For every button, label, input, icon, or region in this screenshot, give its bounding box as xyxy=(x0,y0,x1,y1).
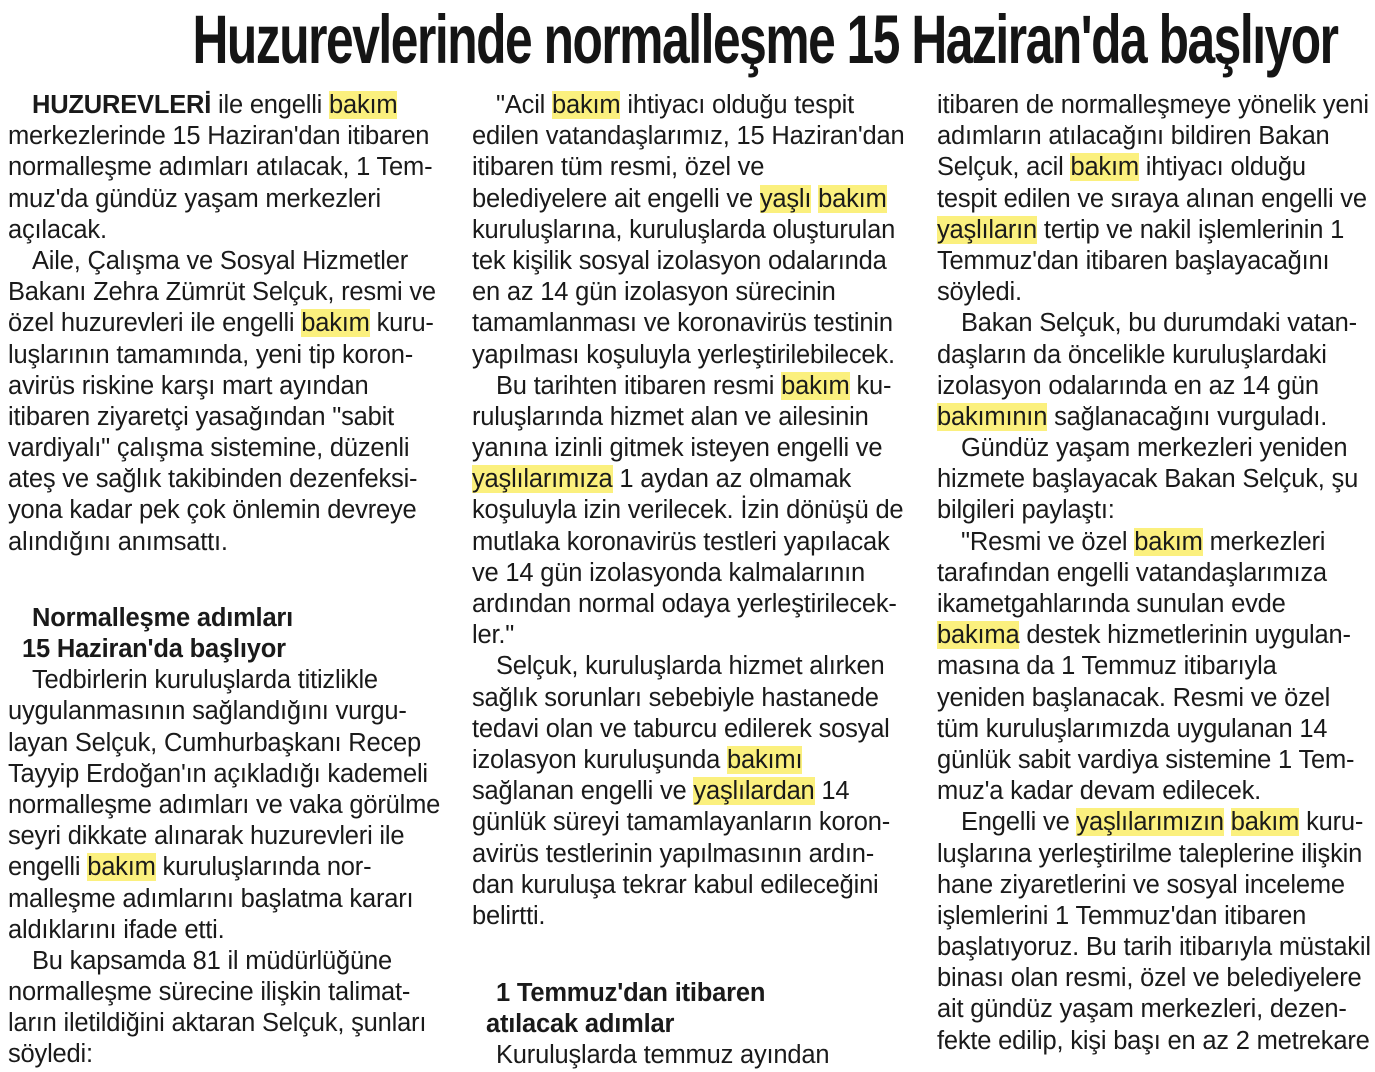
text-span: başlatıyoruz. Bu tarih itibarıyla müstakil xyxy=(937,933,1371,962)
highlighted-word: yaşlıların xyxy=(937,215,1038,244)
text-line xyxy=(8,1008,448,1039)
text-span: Engelli ve xyxy=(961,808,1077,837)
text-line xyxy=(937,994,1371,1025)
text-span: tek kişilik sosyal izolasyon odalarında xyxy=(472,246,887,275)
text-span: itibaren tüm resmi, özel ve xyxy=(472,153,765,182)
text-span: işlemlerini 1 Temmuz'dan itibaren xyxy=(937,901,1307,930)
article-column-2 xyxy=(472,90,912,1072)
text-line xyxy=(937,277,1371,308)
text-span: ların iletildiğini aktaran Selçuk, şunları xyxy=(8,1009,427,1038)
text-line xyxy=(472,1040,912,1071)
text-line xyxy=(472,901,912,932)
text-span: muz'a kadar devam edilecek. xyxy=(937,777,1262,806)
text-span: daşların da öncelikle kuruluşlardaki xyxy=(937,340,1327,369)
text-line xyxy=(937,1026,1371,1057)
text-span: luşlarına yerleştirilme taleplerine ilişkin xyxy=(937,839,1363,868)
text-span: aldıklarını ifade etti. xyxy=(8,915,225,944)
text-span: özel huzurevleri ile engelli xyxy=(8,309,302,338)
subheading xyxy=(8,634,448,665)
text-span: açılacak. xyxy=(8,215,107,244)
text-line xyxy=(937,870,1371,901)
text-span: kuru- xyxy=(369,309,434,338)
highlighted-word: yaşlılardan xyxy=(693,777,815,806)
text-span: ile engelli xyxy=(211,91,330,119)
text-line xyxy=(472,277,912,308)
article-column-1 xyxy=(8,90,448,1071)
highlighted-word: bakım xyxy=(781,371,850,400)
text-span: 14 xyxy=(814,777,850,806)
text-span: Aile, Çalışma ve Sosyal Hizmetler xyxy=(32,246,409,275)
text-span: söyledi. xyxy=(937,278,1022,307)
text-span: günlük sabit vardiya sistemine 1 Tem- xyxy=(937,745,1355,774)
text-span: izolasyon kuruluşunda xyxy=(472,745,728,774)
text-span: 1 aydan az olmamak xyxy=(612,465,852,494)
text-line xyxy=(8,759,448,790)
text-line xyxy=(937,683,1371,714)
text-span: ait gündüz yaşam merkezleri, dezen- xyxy=(937,995,1347,1024)
text-span: muz'da gündüz yaşam merkezleri xyxy=(8,184,382,213)
text-line xyxy=(8,90,448,121)
text-span: yapılması koşuluyla yerleştirilebilecek. xyxy=(472,340,895,369)
text-span: Temmuz'dan itibaren başlayacağını xyxy=(937,246,1330,275)
text-span: engelli xyxy=(8,853,88,882)
text-line xyxy=(937,776,1371,807)
text-span: tarafından engelli vatandaşlarımıza xyxy=(937,558,1327,587)
text-line xyxy=(8,464,448,495)
text-span: Bakan Selçuk, bu durumdaki vatan- xyxy=(961,309,1357,338)
text-line xyxy=(937,963,1371,994)
text-span: Bu tarihten itibaren resmi xyxy=(496,371,782,400)
text-line xyxy=(472,495,912,526)
text-line xyxy=(8,665,448,696)
text-span: binası olan resmi, özel ve belediyelere xyxy=(937,964,1362,993)
text-line xyxy=(8,215,448,246)
highlighted-word: bakımının xyxy=(937,402,1048,431)
text-line xyxy=(937,932,1371,963)
highlighted-word: bakım xyxy=(552,91,621,119)
text-span: Selçuk, acil xyxy=(937,153,1071,182)
text-line xyxy=(8,696,448,727)
text-line xyxy=(8,340,448,371)
text-span: mutlaka koronavirüs testleri yapılacak xyxy=(472,527,890,556)
text-line xyxy=(8,308,448,339)
text-span: günlük süreyi tamamlayanların koron- xyxy=(472,808,890,837)
article-column-3 xyxy=(937,90,1371,1057)
text-span: yona kadar pek çok önlemin devreye xyxy=(8,496,417,525)
lead-word: HUZUREVLERİ xyxy=(32,91,212,119)
text-line xyxy=(937,527,1371,558)
text-span: "Acil xyxy=(496,91,553,119)
text-line xyxy=(937,184,1371,215)
headline: Huzurevlerinde normalleşme 15 Haziran'da başlıyor xyxy=(192,1,1338,78)
text-span: ardından normal odaya yerleştirilecek- xyxy=(472,590,897,618)
text-span: tüm kuruluşlarımızda uygulanan 14 xyxy=(937,714,1328,743)
text-span: Kuruluşlarda temmuz ayından xyxy=(496,1041,830,1070)
text-line xyxy=(472,433,912,464)
text-line xyxy=(937,839,1371,870)
text-line xyxy=(472,620,912,651)
text-line xyxy=(8,852,448,883)
text-line xyxy=(8,433,448,464)
text-line xyxy=(8,821,448,852)
text-span: seyri dikkate alınarak huzurevleri ile xyxy=(8,822,405,851)
subheading xyxy=(472,978,912,1009)
text-span: izolasyon odalarında en az 14 gün xyxy=(937,371,1319,400)
subheading xyxy=(8,603,448,634)
text-line xyxy=(937,558,1371,589)
text-line xyxy=(472,246,912,277)
text-span: merkezleri xyxy=(1202,527,1326,556)
text-line xyxy=(472,527,912,558)
text-line xyxy=(937,589,1371,620)
text-line xyxy=(472,558,912,589)
text-line xyxy=(8,728,448,759)
text-line xyxy=(472,184,912,215)
text-span: Tayyip Erdoğan'ın açıkladığı kademeli xyxy=(8,759,428,788)
text-span: bilgileri paylaştı: xyxy=(937,496,1115,525)
text-span: masına da 1 Temmuz itibarıyla xyxy=(937,652,1277,681)
text-span: adımların atılacağını bildiren Bakan xyxy=(937,122,1330,151)
text-line xyxy=(937,340,1371,371)
text-span: layan Selçuk, Cumhurbaşkanı Recep xyxy=(8,728,421,757)
highlighted-word: bakım xyxy=(1134,527,1203,556)
text-span: en az 14 gün izolasyon sürecinin xyxy=(472,278,836,307)
text-span: ve 14 gün izolasyonda kalmalarının xyxy=(472,558,865,587)
text-span: tespit edilen ve sıraya alınan engelli ve xyxy=(937,184,1367,213)
text-line xyxy=(8,184,448,215)
text-span: sağlanacağını vurguladı. xyxy=(1047,402,1328,431)
highlighted-word: bakımı xyxy=(727,745,803,774)
text-line xyxy=(937,807,1371,838)
text-span: Normalleşme adımları xyxy=(32,603,294,632)
text-line xyxy=(472,870,912,901)
highlighted-word: yaşlı xyxy=(759,184,812,213)
text-span: itibaren ziyaretçi yasağından "sabit xyxy=(8,402,394,431)
text-line xyxy=(472,308,912,339)
text-span: normalleşme adımları atılacak, 1 Tem- xyxy=(8,153,433,182)
text-line xyxy=(8,1039,448,1070)
text-span: hane ziyaretlerini ve sosyal inceleme xyxy=(937,870,1345,899)
text-line xyxy=(472,402,912,433)
text-line xyxy=(472,215,912,246)
highlighted-word: bakım xyxy=(301,309,370,338)
text-line xyxy=(472,90,912,121)
text-span: 1 Temmuz'dan itibaren xyxy=(496,979,766,1008)
text-span: Bakanı Zehra Zümrüt Selçuk, resmi ve xyxy=(8,278,436,307)
text-span: dan kuruluşa tekrar kabul edileceğini xyxy=(472,870,879,899)
highlighted-word: bakım xyxy=(1230,808,1300,837)
text-span: avirüs testlerinin yapılmasının ardın- xyxy=(472,839,874,868)
text-span: malleşme adımlarını başlatma kararı xyxy=(8,884,414,913)
text-span: itibaren de normalleşmeye yönelik yeni xyxy=(937,91,1369,119)
text-line xyxy=(937,433,1371,464)
text-line xyxy=(937,495,1371,526)
text-span: hizmete başlayacak Bakan Selçuk, şu xyxy=(937,465,1359,494)
text-span: ikametgahlarında sunulan evde xyxy=(937,590,1286,618)
text-span: tamamlanması ve koronavirüs testinin xyxy=(472,309,893,338)
text-line xyxy=(472,807,912,838)
text-line xyxy=(937,152,1371,183)
text-line xyxy=(937,246,1371,277)
highlighted-word: bakım xyxy=(818,184,887,213)
text-line xyxy=(937,651,1371,682)
text-line xyxy=(937,620,1371,651)
text-span: koşuluyla izin verilecek. İzin dönüşü de xyxy=(472,496,904,525)
highlighted-word: bakım xyxy=(329,91,398,119)
text-span: edilen vatandaşlarımız, 15 Haziran'dan xyxy=(472,122,905,151)
text-span: fekte edilip, kişi başı en az 2 metrekare xyxy=(937,1026,1370,1055)
text-line xyxy=(472,745,912,776)
text-span: kuru- xyxy=(1299,808,1364,837)
text-span: ihtiyacı olduğu tespit xyxy=(620,91,855,119)
text-span: yeniden başlanacak. Resmi ve özel xyxy=(937,683,1331,712)
text-line xyxy=(472,152,912,183)
text-span: normalleşme adımları ve vaka görülme xyxy=(8,790,441,819)
text-span: belirtti. xyxy=(472,901,546,930)
text-line xyxy=(8,402,448,433)
text-span: "Resmi ve özel xyxy=(961,527,1135,556)
text-line xyxy=(937,745,1371,776)
text-line xyxy=(8,884,448,915)
highlighted-word: bakıma xyxy=(937,621,1020,650)
text-line xyxy=(472,839,912,870)
text-line xyxy=(8,121,448,152)
text-line xyxy=(8,277,448,308)
text-span xyxy=(1224,808,1231,836)
text-line xyxy=(472,589,912,620)
text-line xyxy=(8,527,448,558)
text-span: sağlanan engelli ve xyxy=(472,777,694,806)
text-line xyxy=(472,464,912,495)
text-line xyxy=(8,977,448,1008)
text-span: ruluşlarında hizmet alan ve ailesinin xyxy=(472,402,869,431)
text-line xyxy=(937,402,1371,433)
text-line xyxy=(937,308,1371,339)
text-line xyxy=(8,790,448,821)
text-span: normalleşme sürecine ilişkin talimat- xyxy=(8,978,411,1007)
text-line xyxy=(8,915,448,946)
text-span: belediyelere ait engelli ve xyxy=(472,184,760,213)
text-line xyxy=(937,121,1371,152)
text-span: Bu kapsamda 81 il müdürlüğüne xyxy=(32,946,392,975)
text-line xyxy=(8,371,448,402)
highlighted-word: bakım xyxy=(87,853,156,882)
text-line xyxy=(8,246,448,277)
text-line xyxy=(8,152,448,183)
text-span: ku- xyxy=(849,371,892,400)
subheading xyxy=(472,1009,912,1040)
text-span: sağlık sorunları sebebiyle hastanede xyxy=(472,683,879,712)
text-span: luşlarının tamamında, yeni tip koron- xyxy=(8,340,414,369)
highlighted-word: bakım xyxy=(1070,153,1139,182)
text-line xyxy=(472,340,912,371)
text-line xyxy=(937,714,1371,745)
text-line xyxy=(937,371,1371,402)
text-line xyxy=(937,215,1371,246)
text-span: yanına izinli gitmek isteyen engelli ve xyxy=(472,434,883,463)
text-line xyxy=(937,464,1371,495)
text-line xyxy=(472,121,912,152)
text-line xyxy=(472,714,912,745)
text-span: 15 Haziran'da başlıyor xyxy=(22,635,286,663)
highlighted-word: yaşlılarımızın xyxy=(1076,808,1224,837)
text-span: tertip ve nakil işlemlerinin 1 xyxy=(1037,215,1345,244)
text-span: alındığını anımsattı. xyxy=(8,527,228,556)
text-span: ateş ve sağlık takibinden dezenfeksi- xyxy=(8,465,418,494)
text-span: ihtiyacı olduğu xyxy=(1138,153,1306,182)
text-span: tedavi olan ve taburcu edilerek sosyal xyxy=(472,714,890,743)
text-span: avirüs riskine karşı mart ayından xyxy=(8,371,369,400)
highlighted-word: yaşlılarımıza xyxy=(472,465,613,494)
text-span: merkezlerinde 15 Haziran'dan itibaren xyxy=(8,122,430,151)
text-span: söyledi: xyxy=(8,1040,93,1069)
text-span: atılacak adımlar xyxy=(486,1010,675,1039)
text-line xyxy=(472,371,912,402)
text-line xyxy=(8,495,448,526)
text-span: destek hizmetlerinin uygulan- xyxy=(1019,621,1351,650)
text-span: vardiyalı" çalışma sistemine, düzenli xyxy=(8,434,410,463)
text-span: Gündüz yaşam merkezleri yeniden xyxy=(961,434,1348,463)
text-span: Selçuk, kuruluşlarda hizmet alırken xyxy=(496,652,885,681)
text-line xyxy=(472,683,912,714)
text-span: kuruluşlarına, kuruluşlarda oluşturulan xyxy=(472,215,896,244)
text-line xyxy=(472,776,912,807)
text-span: ler." xyxy=(472,621,515,650)
text-span: Tedbirlerin kuruluşlarda titizlikle xyxy=(32,666,378,695)
text-line xyxy=(472,651,912,682)
text-span: uygulanmasının sağlandığını vurgu- xyxy=(8,697,407,726)
text-span: kuruluşlarında nor- xyxy=(155,853,372,882)
text-line xyxy=(937,90,1371,121)
text-line xyxy=(8,946,448,977)
text-line xyxy=(937,901,1371,932)
